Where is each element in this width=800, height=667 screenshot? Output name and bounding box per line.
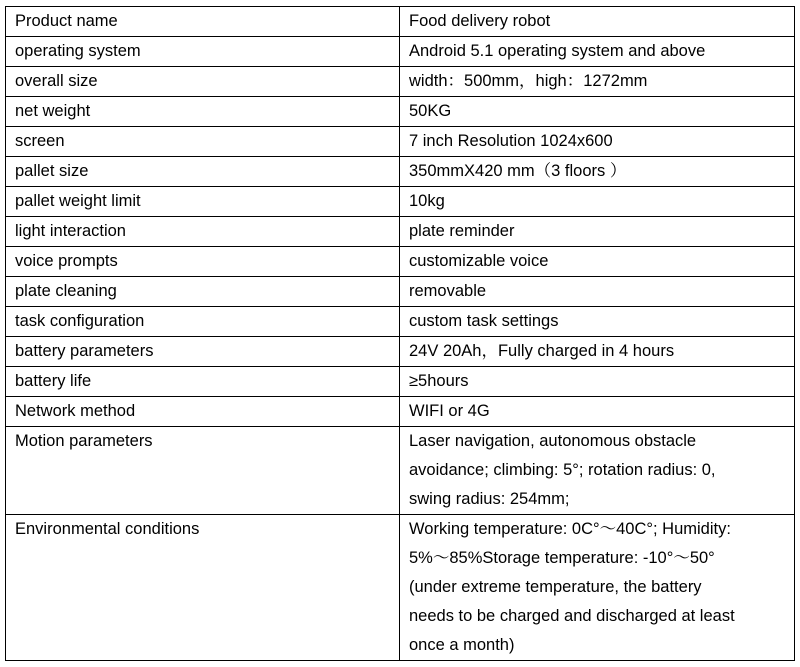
spec-label-cell: Environmental conditions	[6, 515, 400, 661]
spec-value-cell	[400, 187, 795, 217]
spec-value-line: width：500mm，high：1272mm	[409, 72, 648, 90]
spec-table-body	[6, 7, 795, 661]
spec-label-cell: operating system	[6, 37, 400, 67]
spec-value-cell	[400, 515, 795, 661]
spec-value-line: (under extreme temperature, the battery	[409, 578, 702, 596]
spec-value-cell	[400, 397, 795, 427]
spec-value-line: 10kg	[409, 192, 445, 210]
spec-label-cell: battery life	[6, 367, 400, 397]
spec-value-cell	[400, 7, 795, 37]
spec-value-line: plate reminder	[409, 222, 515, 240]
spec-value-cell	[400, 97, 795, 127]
table-row	[6, 187, 795, 217]
spec-value-line: Android 5.1 operating system and above	[409, 42, 706, 60]
spec-value-line: once a month)	[409, 636, 515, 654]
spec-value-cell	[400, 337, 795, 367]
spec-value-line: 50KG	[409, 102, 452, 120]
table-row	[6, 67, 795, 97]
spec-label-cell: light interaction	[6, 217, 400, 247]
spec-label-cell: screen	[6, 127, 400, 157]
table-row	[6, 337, 795, 367]
spec-label-cell: pallet size	[6, 157, 400, 187]
spec-value-line: 5%～85%Storage temperature: -10°～50°	[409, 549, 715, 567]
table-row	[6, 277, 795, 307]
spec-value-cell	[400, 307, 795, 337]
spec-value-line: customizable voice	[409, 252, 549, 270]
spec-value-cell	[400, 67, 795, 97]
table-row	[6, 217, 795, 247]
spec-label-cell: overall size	[6, 67, 400, 97]
spec-label-cell: Motion parameters	[6, 427, 400, 515]
spec-value-line: WIFI or 4G	[409, 402, 490, 420]
table-row	[6, 397, 795, 427]
spec-value-line: custom task settings	[409, 312, 559, 330]
table-row	[6, 127, 795, 157]
spec-value-line: needs to be charged and discharged at least	[409, 607, 735, 625]
spec-value-line: removable	[409, 282, 487, 300]
spec-value-line: ≥5hours	[409, 372, 469, 390]
table-row	[6, 97, 795, 127]
table-row	[6, 367, 795, 397]
spec-label-cell: net weight	[6, 97, 400, 127]
spec-value-cell	[400, 277, 795, 307]
spec-label-cell: voice prompts	[6, 247, 400, 277]
table-row	[6, 307, 795, 337]
spec-value-cell	[400, 367, 795, 397]
spec-label-cell: plate cleaning	[6, 277, 400, 307]
spec-value-line: 24V 20Ah，Fully charged in 4 hours	[409, 342, 675, 360]
table-row	[6, 7, 795, 37]
spec-table	[5, 6, 795, 661]
spec-value-cell	[400, 157, 795, 187]
table-row	[6, 427, 795, 515]
spec-label-cell: battery parameters	[6, 337, 400, 367]
spec-label-cell: Product name	[6, 7, 400, 37]
spec-value-cell	[400, 127, 795, 157]
table-row	[6, 157, 795, 187]
table-row	[6, 515, 795, 661]
spec-value-line: avoidance; climbing: 5°; rotation radius: 0,	[409, 461, 716, 479]
spec-value-line: 7 inch Resolution 1024x600	[409, 132, 613, 150]
table-row	[6, 247, 795, 277]
spec-value-line: Working temperature: 0C°～40C°; Humidity:	[409, 520, 731, 538]
spec-label-cell: pallet weight limit	[6, 187, 400, 217]
spec-value-line: Laser navigation, autonomous obstacle	[409, 432, 697, 450]
table-row	[6, 37, 795, 67]
spec-label-cell: Network method	[6, 397, 400, 427]
spec-value-cell	[400, 247, 795, 277]
spec-value-cell	[400, 217, 795, 247]
spec-value-cell	[400, 37, 795, 67]
spec-value-cell	[400, 427, 795, 515]
spec-value-line: Food delivery robot	[409, 12, 551, 30]
spec-value-line: 350mmX420 mm（3 floors ）	[409, 162, 627, 180]
spec-value-line: swing radius: 254mm;	[409, 490, 570, 508]
spec-label-cell: task configuration	[6, 307, 400, 337]
